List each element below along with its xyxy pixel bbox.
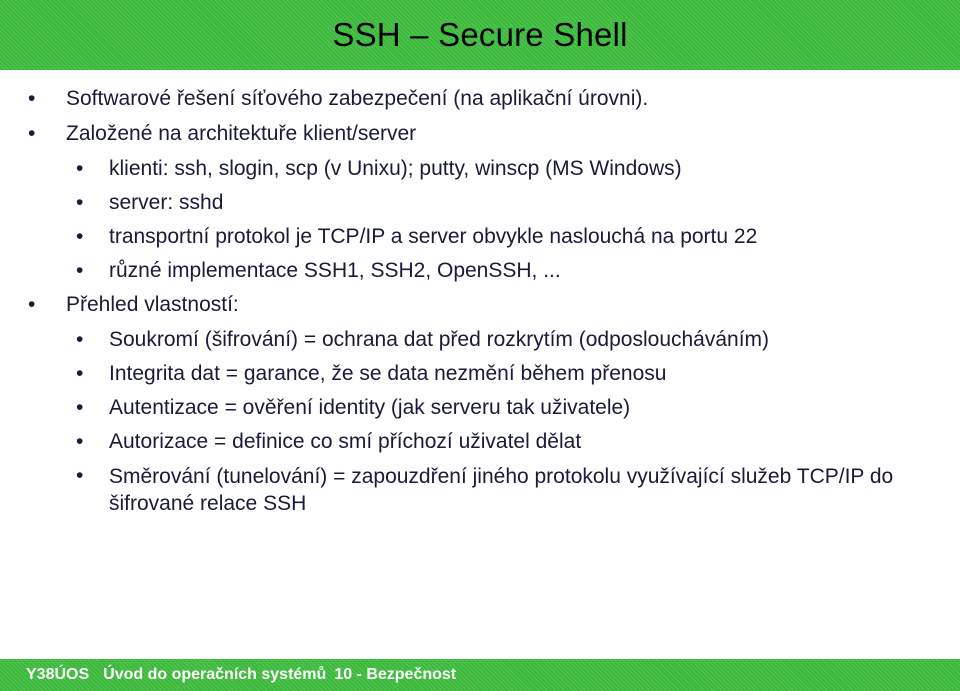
title-band xyxy=(0,0,960,70)
sub-bullet-item xyxy=(0,463,960,517)
bullet-text: Autentizace = ověření identity (jak serveru tak uživatele) xyxy=(109,396,631,419)
bullet-icon: • xyxy=(76,464,84,487)
bullet-item xyxy=(0,121,960,146)
bullet-text: různé implementace SSH1, SSH2, OpenSSH, ... xyxy=(109,259,561,282)
sub-bullet-item xyxy=(0,429,960,454)
bullet-item xyxy=(0,292,960,317)
bullet-icon: • xyxy=(76,430,84,453)
sub-bullet-item xyxy=(0,156,960,181)
sub-bullet-item xyxy=(0,258,960,283)
bullet-text: transportní protokol je TCP/IP a server obvykle naslouchá na portu 22 xyxy=(109,225,758,248)
bullet-text: server: sshd xyxy=(109,191,224,214)
sub-bullet-item xyxy=(0,395,960,420)
bullet-text: klienti: ssh, slogin, scp (v Unixu); putty, winscp (MS Windows) xyxy=(109,157,682,180)
bullet-icon: • xyxy=(76,225,84,248)
bullet-text: Softwarové řešení síťového zabezpečení (na aplikační úrovni). xyxy=(66,87,649,110)
bullet-item xyxy=(0,86,960,111)
sub-bullet-item xyxy=(0,327,960,352)
sub-bullet-item xyxy=(0,190,960,215)
sub-bullet-item xyxy=(0,361,960,386)
bullet-icon: • xyxy=(28,122,36,145)
bullet-text: Integrita dat = garance, že se data nezmění během přenosu xyxy=(109,362,667,385)
bullet-icon: • xyxy=(28,293,36,316)
slide-title: SSH – Secure Shell xyxy=(332,16,628,53)
footer-lecture: Úvod do operačních systémů xyxy=(103,666,327,683)
bullet-icon: • xyxy=(76,157,84,180)
bullet-icon: • xyxy=(76,191,84,214)
bullet-text: Založené na architektuře klient/server xyxy=(66,122,417,145)
bullet-text: Přehled vlastností: xyxy=(66,293,239,316)
footer-band xyxy=(0,659,960,691)
footer-section: 10 - Bezpečnost xyxy=(334,666,457,683)
slide-content xyxy=(0,86,960,526)
bullet-text: Soukromí (šifrování) = ochrana dat před rozkrytím (odposloucháváním) xyxy=(109,328,770,351)
sub-bullet-item xyxy=(0,224,960,249)
bullet-text: Směrování (tunelování) = zapouzdření jiného protokolu využívající služeb TCP/IP do šifrované relace SSH xyxy=(109,465,894,515)
bullet-icon: • xyxy=(76,396,84,419)
bullet-icon: • xyxy=(28,87,36,110)
bullet-icon: • xyxy=(76,362,84,385)
bullet-icon: • xyxy=(76,259,84,282)
bullet-text: Autorizace = definice co smí příchozí uživatel dělat xyxy=(109,430,582,453)
footer-course: Y38ÚOS xyxy=(26,666,90,683)
bullet-icon: • xyxy=(76,328,84,351)
